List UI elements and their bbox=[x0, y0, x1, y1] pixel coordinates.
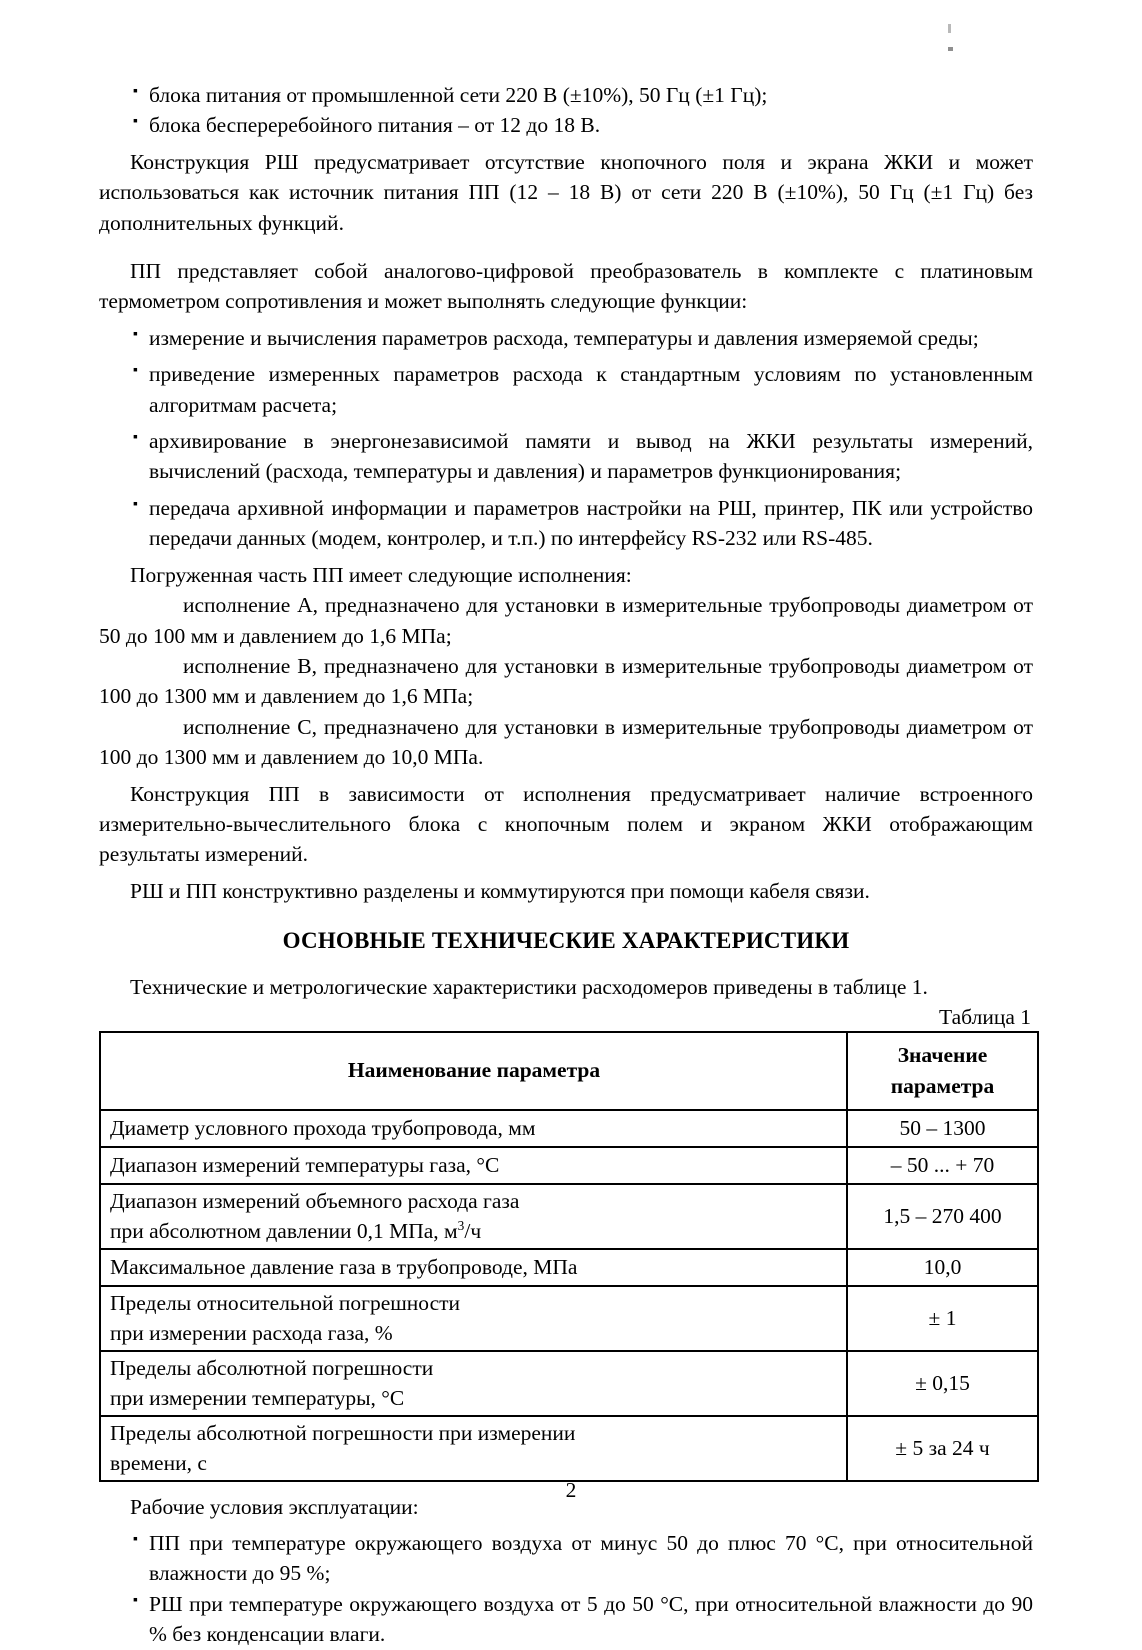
paragraph-table-intro: Технические и метрологические характеристики расходомеров приведены в таблице 1. bbox=[130, 975, 928, 1000]
cell-parameter-line1: Пределы относительной погрешности bbox=[110, 1290, 461, 1315]
paragraph-operating-conditions-intro: Рабочие условия эксплуатации: bbox=[130, 1494, 419, 1519]
cell-parameter bbox=[100, 1286, 847, 1351]
square-bullet-icon: ▪ bbox=[133, 363, 138, 379]
list-item-text: РШ при температуре окружающего воздуха от 5 до 50 °С, при относительной влажности до 90 % без конденсации влаги. bbox=[149, 1591, 1033, 1647]
paragraph-immersed-intro: Погруженная часть ПП имеет следующие исполнения: bbox=[130, 562, 632, 587]
page-content bbox=[99, 0, 1033, 1650]
square-bullet-icon: ▪ bbox=[133, 496, 138, 512]
cell-parameter bbox=[100, 1416, 847, 1481]
paragraph-execution-a: исполнение А, предназначено для установки в измерительные трубопроводы диаметром от 50 до 100 мм и давлением до 1,6 МПа; bbox=[99, 593, 1033, 648]
table-row bbox=[100, 1110, 1038, 1147]
column-header-value bbox=[847, 1032, 1038, 1110]
table-row bbox=[100, 1286, 1038, 1351]
paragraph-pp-design: Конструкция ПП в зависимости от исполнения предусматривает наличие встроенного измерительно-вычеслительного блока с кнопочным полем и экраном ЖКИ отображающим результаты измерений. bbox=[99, 781, 1033, 867]
list-item bbox=[99, 426, 1033, 487]
cell-parameter-line1: Диапазон измерений объемного расхода газа bbox=[110, 1188, 520, 1213]
cell-value: ± 5 за 24 ч bbox=[847, 1416, 1038, 1481]
list-item bbox=[99, 323, 1033, 353]
cell-parameter-line2: времени, с bbox=[110, 1450, 207, 1475]
paragraph-rsh-pp-split: РШ и ПП конструктивно разделены и коммутируются при помощи кабеля связи. bbox=[130, 878, 870, 903]
table-row bbox=[100, 1249, 1038, 1286]
list-item-text: приведение измеренных параметров расхода к стандартным условиям по установленным алгоритмам расчета; bbox=[149, 362, 1033, 417]
square-bullet-icon: ▪ bbox=[133, 1592, 138, 1608]
cell-parameter: Диаметр условного прохода трубопровода, мм bbox=[100, 1110, 847, 1147]
table-row bbox=[100, 1351, 1038, 1416]
table-caption: Таблица 1 bbox=[939, 1004, 1031, 1029]
paragraph-rsh-design: Конструкция РШ предусматривает отсутствие кнопочного поля и экрана ЖКИ и может использоваться как источник питания ПП (12 – 18 В) от сети 220 В (±10%), 50 Гц (±1 Гц) без дополнительных функций. bbox=[99, 149, 1033, 235]
specifications-table bbox=[99, 1031, 1039, 1482]
paragraph-pp-intro: ПП представляет собой аналогово-цифровой преобразователь в комплекте с платиновым термометром сопротивления и может выполнять следующие функции: bbox=[99, 259, 1033, 314]
cell-parameter: Диапазон измерений температуры газа, °С bbox=[100, 1147, 847, 1184]
cell-value: 10,0 bbox=[847, 1249, 1038, 1286]
cell-parameter-line2: при измерении расхода газа, % bbox=[110, 1320, 393, 1345]
column-header-parameter: Наименование параметра bbox=[100, 1032, 847, 1110]
table-header-row bbox=[100, 1032, 1038, 1110]
list-item-text: блока питания от промышленной сети 220 В (±10%), 50 Гц (±1 Гц); bbox=[149, 83, 768, 107]
paragraph-execution-b: исполнение В, предназначено для установки в измерительные трубопроводы диаметром от 100 до 1300 мм и давлением до 1,6 МПа; bbox=[99, 653, 1033, 709]
table-row bbox=[100, 1416, 1038, 1481]
cell-parameter: Максимальное давление газа в трубопроводе, МПа bbox=[100, 1249, 847, 1286]
square-bullet-icon: ▪ bbox=[133, 326, 138, 342]
cell-value: 50 – 1300 bbox=[847, 1110, 1038, 1147]
cell-parameter-line1: Пределы абсолютной погрешности при измерении bbox=[110, 1420, 576, 1445]
cell-parameter-line2: при абсолютном давлении 0,1 МПа, $м^3/ч$ bbox=[110, 1217, 482, 1243]
list-item bbox=[99, 359, 1033, 420]
list-item bbox=[99, 493, 1033, 554]
cell-parameter-line2: при измерении температуры, °С bbox=[110, 1385, 405, 1410]
square-bullet-icon: ▪ bbox=[133, 114, 138, 130]
page-title: ОСНОВНЫЕ ТЕХНИЧЕСКИЕ ХАРАКТЕРИСТИКИ bbox=[282, 928, 850, 954]
list-item bbox=[99, 80, 1033, 110]
square-bullet-icon: ▪ bbox=[133, 1531, 138, 1547]
paragraph-execution-c: исполнение С, предназначено для установки в измерительные трубопроводы диаметром от 100 до 1300 мм и давлением до 10,0 МПа. bbox=[99, 714, 1033, 770]
list-item-text: передача архивной информации и параметров настройки на РШ, принтер, ПК или устройство передачи данных (модем, контролер, и т.п.) по интерфейсу RS-232 или RS-485. bbox=[149, 495, 1033, 551]
table-row bbox=[100, 1184, 1038, 1249]
square-bullet-icon: ▪ bbox=[133, 84, 138, 99]
cell-parameter-line1: Пределы абсолютной погрешности bbox=[110, 1355, 434, 1380]
cell-value: – 50 ... + 70 bbox=[847, 1147, 1038, 1184]
cell-parameter bbox=[100, 1184, 847, 1249]
column-header-value-line2: параметра bbox=[890, 1073, 995, 1098]
list-item bbox=[99, 110, 1033, 140]
cell-value: ± 1 bbox=[847, 1286, 1038, 1351]
cell-parameter bbox=[100, 1351, 847, 1416]
square-bullet-icon: ▪ bbox=[133, 430, 138, 446]
cell-value: 1,5 – 270 400 bbox=[847, 1184, 1038, 1249]
list-item-text: блока беспереребойного питания – от 12 до 18 В. bbox=[149, 113, 601, 138]
list-item-text: архивирование в энергонезависимой памяти и вывод на ЖКИ результаты измерений, вычислений (расхода, температуры и давления) и параметров функционирования; bbox=[149, 429, 1033, 484]
cell-value: ± 0,15 bbox=[847, 1351, 1038, 1416]
list-item-text: измерение и вычисления параметров расхода, температуры и давления измеряемой среды; bbox=[149, 325, 979, 350]
list-item bbox=[99, 1528, 1033, 1589]
page-number: 2 bbox=[565, 1478, 577, 1502]
list-item-text: ПП при температуре окружающего воздуха от минус 50 до плюс 70 °С, при относительной влажности до 95 %; bbox=[149, 1530, 1033, 1586]
list-item bbox=[99, 1589, 1033, 1650]
column-header-value-line1: Значение bbox=[897, 1042, 988, 1067]
table-row bbox=[100, 1147, 1038, 1184]
